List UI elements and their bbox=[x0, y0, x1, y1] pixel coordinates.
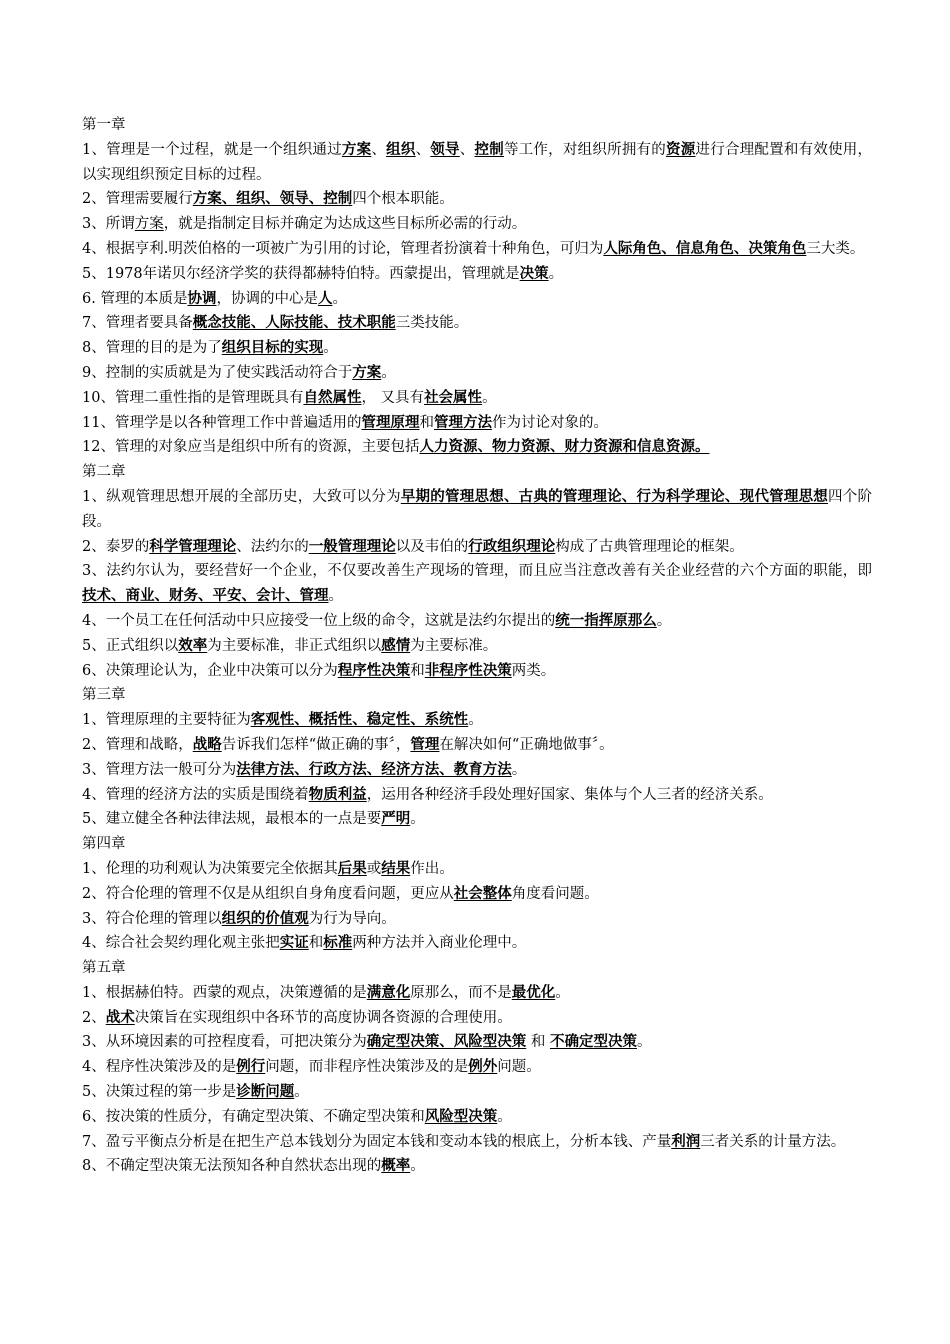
list-item bbox=[82, 336, 872, 361]
text-run: 问题，而非程序性决策涉及的是 bbox=[265, 1059, 469, 1076]
answer-term: 不确定型决策 bbox=[549, 1033, 637, 1051]
text-run: ， 又具有 bbox=[361, 389, 425, 406]
text-run: 4、综合社会契约理化观主张把 bbox=[82, 935, 280, 952]
text-run: 在解决如何“正确地做事〞。 bbox=[439, 736, 614, 753]
list-item bbox=[82, 485, 872, 535]
answer-term: 战略 bbox=[192, 735, 222, 753]
list-item bbox=[82, 1105, 872, 1130]
text-run: 为主要标准。 bbox=[410, 637, 498, 654]
text-run: 。 bbox=[328, 588, 343, 605]
text-run: 5、1978年诺贝尔经济学奖的获得都赫特伯特。西蒙提出，管理就是 bbox=[82, 265, 520, 282]
answer-term: 社会属性 bbox=[424, 388, 483, 406]
answer-term: 诊断问题 bbox=[236, 1083, 295, 1101]
answer-term: 资源 bbox=[666, 140, 696, 158]
text-run: 。 bbox=[497, 1108, 512, 1125]
answer-term: 感情 bbox=[381, 636, 411, 654]
list-item bbox=[82, 1080, 872, 1105]
text-run: 。 bbox=[511, 761, 527, 778]
text-run: 3、所谓 bbox=[82, 216, 135, 233]
text-run: 3、管理方法一般可分为 bbox=[82, 761, 237, 778]
answer-term: 统一指挥原那么 bbox=[555, 611, 657, 629]
chapter-title: 第三章 bbox=[82, 687, 126, 704]
list-item bbox=[82, 708, 872, 733]
text-run: 和 bbox=[526, 1034, 550, 1051]
answer-term: 方案 bbox=[341, 140, 372, 158]
answer-term: 结果 bbox=[381, 859, 411, 877]
answer-term: 人 bbox=[317, 289, 333, 307]
answer-term: 自然属性 bbox=[303, 388, 362, 406]
text-run: 构成了古典管理理论的框架。 bbox=[555, 538, 744, 555]
list-item bbox=[82, 659, 872, 684]
text-run: 。 bbox=[323, 340, 338, 357]
answer-term: 组织的价值观 bbox=[221, 909, 309, 927]
document-body bbox=[82, 113, 872, 1179]
text-run: 或 bbox=[366, 860, 382, 877]
answer-term: 组织目标的实现 bbox=[221, 339, 324, 357]
text-run: 1、管理是一个过程，就是一个组织通过 bbox=[82, 141, 342, 158]
list-item bbox=[82, 361, 872, 386]
text-run: 告诉我们怎样“做正确的事〞， bbox=[221, 736, 411, 753]
text-run: 12、管理的对象应当是组织中所有的资源，主要包括 bbox=[82, 439, 420, 456]
text-run: 3、法约尔认为，要经营好一个企业，不仅要改善生产现场的管理，而且应当注意改善有关企业经营的六个方面的职能，即 bbox=[82, 563, 872, 580]
list-item bbox=[82, 1055, 872, 1080]
list-item bbox=[82, 733, 872, 758]
text-run: 两类。 bbox=[511, 662, 556, 679]
answer-term: 利润 bbox=[671, 1132, 701, 1150]
answer-term: 后果 bbox=[337, 859, 367, 877]
text-run: 和 bbox=[308, 935, 324, 952]
text-run: 为行为导向。 bbox=[308, 910, 396, 927]
text-run: 问题。 bbox=[497, 1059, 541, 1076]
text-run: 两种方法并入商业伦理中。 bbox=[352, 935, 527, 952]
text-run: 。 bbox=[294, 1084, 309, 1101]
text-run: 11、管理学是以各种管理工作中普遍适用的 bbox=[82, 414, 362, 431]
answer-term: 满意化 bbox=[366, 983, 411, 1001]
text-run: 作出。 bbox=[410, 860, 454, 877]
answer-term: 管理方法 bbox=[433, 413, 492, 431]
text-run: 1、根据赫伯特。西蒙的观点，决策遵循的是 bbox=[82, 984, 367, 1001]
answer-term: 效率 bbox=[178, 636, 208, 654]
answer-term: 战术 bbox=[105, 1008, 135, 1026]
text-run: 2、 bbox=[82, 1009, 106, 1026]
list-item bbox=[82, 311, 872, 336]
list-item bbox=[82, 981, 872, 1006]
list-item bbox=[82, 1154, 872, 1179]
answer-term: 确定型决策、风险型决策 bbox=[366, 1033, 527, 1051]
answer-term: 最优化 bbox=[511, 983, 556, 1001]
text-run: ，就是指制定目标并确定为达成这些目标所必需的行动。 bbox=[163, 216, 527, 233]
list-item bbox=[82, 411, 872, 436]
text-run: 。 bbox=[482, 389, 497, 406]
answer-term: 行政组织理论 bbox=[468, 537, 556, 555]
list-item bbox=[82, 237, 872, 262]
text-run: 四个阶段。 bbox=[82, 488, 873, 530]
text-run: 2、符合伦理的管理不仅是从组织自身角度看问题，更应从 bbox=[82, 885, 454, 902]
text-run: 1、纵观管理思想开展的全部历史，大致可以分为 bbox=[82, 488, 401, 505]
text-run: 3、符合伦理的管理以 bbox=[82, 910, 222, 927]
list-item bbox=[82, 609, 872, 634]
text-run: 。 bbox=[410, 811, 425, 828]
text-run: 和 bbox=[419, 414, 434, 431]
text-run: 6、决策理论认为，企业中决策可以分为 bbox=[82, 662, 338, 679]
text-run: 。 bbox=[636, 1034, 652, 1051]
list-item bbox=[82, 758, 872, 783]
list-item bbox=[82, 535, 872, 560]
answer-term: 人力资源、物力资源、财力资源和信息资源。 bbox=[419, 438, 710, 456]
text-run: 4、根据亨利.明茨伯格的一项被广为引用的讨论，管理者扮演着十种角色，可归为 bbox=[82, 240, 604, 257]
text-run: 2、泰罗的 bbox=[82, 538, 150, 555]
text-run: 。 bbox=[381, 364, 396, 381]
text-run: 5、决策过程的第一步是 bbox=[82, 1084, 237, 1101]
list-item bbox=[82, 931, 872, 956]
list-item bbox=[82, 386, 872, 411]
answer-term: 方案 bbox=[352, 363, 382, 381]
answer-term: 科学管理理论 bbox=[149, 537, 237, 555]
text-run: 2、管理和战略， bbox=[82, 736, 193, 753]
text-run: 7、管理者要具备 bbox=[82, 315, 193, 332]
text-run: 。 bbox=[332, 290, 347, 307]
list-item bbox=[82, 907, 872, 932]
text-run: 三大类。 bbox=[806, 240, 865, 257]
answer-term: 程序性决策 bbox=[337, 661, 411, 679]
text-run: 1、伦理的功利观认为决策要完全依据其 bbox=[82, 860, 338, 877]
text-run: 和 bbox=[410, 662, 425, 679]
list-item bbox=[82, 857, 872, 882]
text-run: 5、建立健全各种法律法规，最根本的一点是要 bbox=[82, 811, 382, 828]
text-run: 、 bbox=[371, 141, 387, 158]
answer-term: 人际角色、信息角色、决策角色 bbox=[603, 239, 807, 257]
text-run: 9、控制的实质就是为了使实践活动符合于 bbox=[82, 364, 353, 381]
answer-term: 控制 bbox=[474, 140, 504, 158]
answer-term: 方案 bbox=[134, 216, 164, 233]
text-run: 2、管理需要履行 bbox=[82, 191, 193, 208]
list-item bbox=[82, 1006, 872, 1031]
text-run: 决策旨在实现组织中各环节的高度协调各资源的合理使用。 bbox=[134, 1009, 512, 1026]
text-run: 以及韦伯的 bbox=[395, 538, 469, 555]
answer-term: 客观性、概括性、稳定性、系统性 bbox=[250, 711, 469, 729]
list-item bbox=[82, 882, 872, 907]
list-item bbox=[82, 559, 872, 609]
text-run: 三类技能。 bbox=[395, 315, 469, 332]
answer-term: 标准 bbox=[323, 934, 353, 952]
text-run: 四个根本职能。 bbox=[352, 191, 454, 208]
answer-term: 非程序性决策 bbox=[424, 661, 512, 679]
chapter-title: 第四章 bbox=[82, 836, 126, 853]
text-run: ，运用各种经济手段处理好国家、集体与个人三者的经济关系。 bbox=[366, 786, 773, 803]
list-item bbox=[82, 212, 872, 237]
text-run: 4、管理的经济方法的实质是围绕着 bbox=[82, 786, 309, 803]
answer-term: 早期的管理思想、古典的管理理论、行为科学理论、现代管理思想 bbox=[400, 487, 829, 505]
text-run: 、 bbox=[459, 141, 475, 158]
list-item bbox=[82, 138, 872, 188]
answer-term: 严明 bbox=[381, 810, 411, 828]
text-run: 三者关系的计量方法。 bbox=[700, 1133, 846, 1150]
answer-term: 实证 bbox=[279, 934, 309, 952]
chapter-title: 第一章 bbox=[82, 117, 126, 133]
answer-term: 管理 bbox=[410, 735, 440, 753]
answer-term: 例外 bbox=[468, 1058, 498, 1076]
answer-term: 决策 bbox=[519, 264, 549, 282]
answer-term: 技术、商业、财务、平安、会计、管理 bbox=[82, 587, 329, 605]
answer-term: 例行 bbox=[236, 1058, 266, 1076]
answer-term: 组织 bbox=[386, 140, 416, 158]
list-item bbox=[82, 187, 872, 212]
answer-term: 协调 bbox=[187, 289, 217, 307]
text-run: 1、管理原理的主要特征为 bbox=[82, 712, 251, 729]
text-run: 角度看问题。 bbox=[511, 885, 599, 902]
list-item bbox=[82, 1030, 872, 1055]
text-run: 进行合理配置和有效使用，以实现组织预定目标的过程。 bbox=[82, 141, 873, 183]
list-item bbox=[82, 783, 872, 808]
list-item bbox=[82, 807, 872, 832]
text-run: 等工作，对组织所拥有的 bbox=[503, 141, 667, 158]
list-item bbox=[82, 287, 872, 312]
text-run: 、 bbox=[415, 141, 431, 158]
text-run: 8、管理的目的是为了 bbox=[82, 340, 222, 357]
answer-term: 概率 bbox=[381, 1157, 411, 1175]
answer-term: 领导 bbox=[430, 140, 460, 158]
answer-term: 管理原理 bbox=[361, 413, 420, 431]
text-run: 。 bbox=[410, 1158, 425, 1175]
answer-term: 社会整体 bbox=[453, 884, 512, 902]
text-run: 原那么，而不是 bbox=[410, 984, 512, 1001]
list-item bbox=[82, 435, 872, 460]
text-run: 。 bbox=[656, 612, 672, 629]
text-run: 4、一个员工在任何活动中只应接受一位上级的命令，这就是法约尔提出的 bbox=[82, 612, 556, 629]
text-run: 。 bbox=[555, 984, 570, 1001]
chapter-title: 第二章 bbox=[82, 464, 126, 481]
answer-term: 方案、组织、领导、控制 bbox=[192, 190, 353, 208]
text-run: 。 bbox=[548, 265, 564, 282]
answer-term: 概念技能、人际技能、技术职能 bbox=[192, 314, 396, 332]
text-run: 4、程序性决策涉及的是 bbox=[82, 1059, 237, 1076]
answer-term: 一般管理理论 bbox=[308, 537, 396, 555]
text-run: 3、从环境因素的可控程度看，可把决策分为 bbox=[82, 1034, 367, 1051]
text-run: 、法约尔的 bbox=[236, 538, 309, 555]
text-run: ，协调的中心是 bbox=[216, 290, 318, 307]
list-item bbox=[82, 262, 872, 287]
text-run: 8、不确定型决策无法预知各种自然状态出现的 bbox=[82, 1158, 382, 1175]
text-run: 10、管理二重性指的是管理既具有 bbox=[82, 389, 304, 406]
list-item bbox=[82, 1130, 872, 1155]
answer-term: 风险型决策 bbox=[424, 1107, 498, 1125]
text-run: 5、正式组织以 bbox=[82, 637, 179, 654]
text-run: 6、按决策的性质分，有确定型决策、不确定型决策和 bbox=[82, 1108, 425, 1125]
chapter-title: 第五章 bbox=[82, 960, 126, 977]
list-item bbox=[82, 634, 872, 659]
text-run: 作为讨论对象的。 bbox=[491, 414, 608, 431]
text-run: 。 bbox=[468, 712, 483, 729]
answer-term: 物质利益 bbox=[308, 785, 367, 803]
text-run: 7、盈亏平衡点分析是在把生产总本钱划分为固定本钱和变动本钱的根底上，分析本钱、产量 bbox=[82, 1133, 672, 1150]
answer-term: 法律方法、行政方法、经济方法、教育方法 bbox=[236, 760, 512, 778]
text-run: 为主要标准，非正式组织以 bbox=[207, 637, 382, 654]
text-run: 6. 管理的本质是 bbox=[82, 290, 188, 307]
